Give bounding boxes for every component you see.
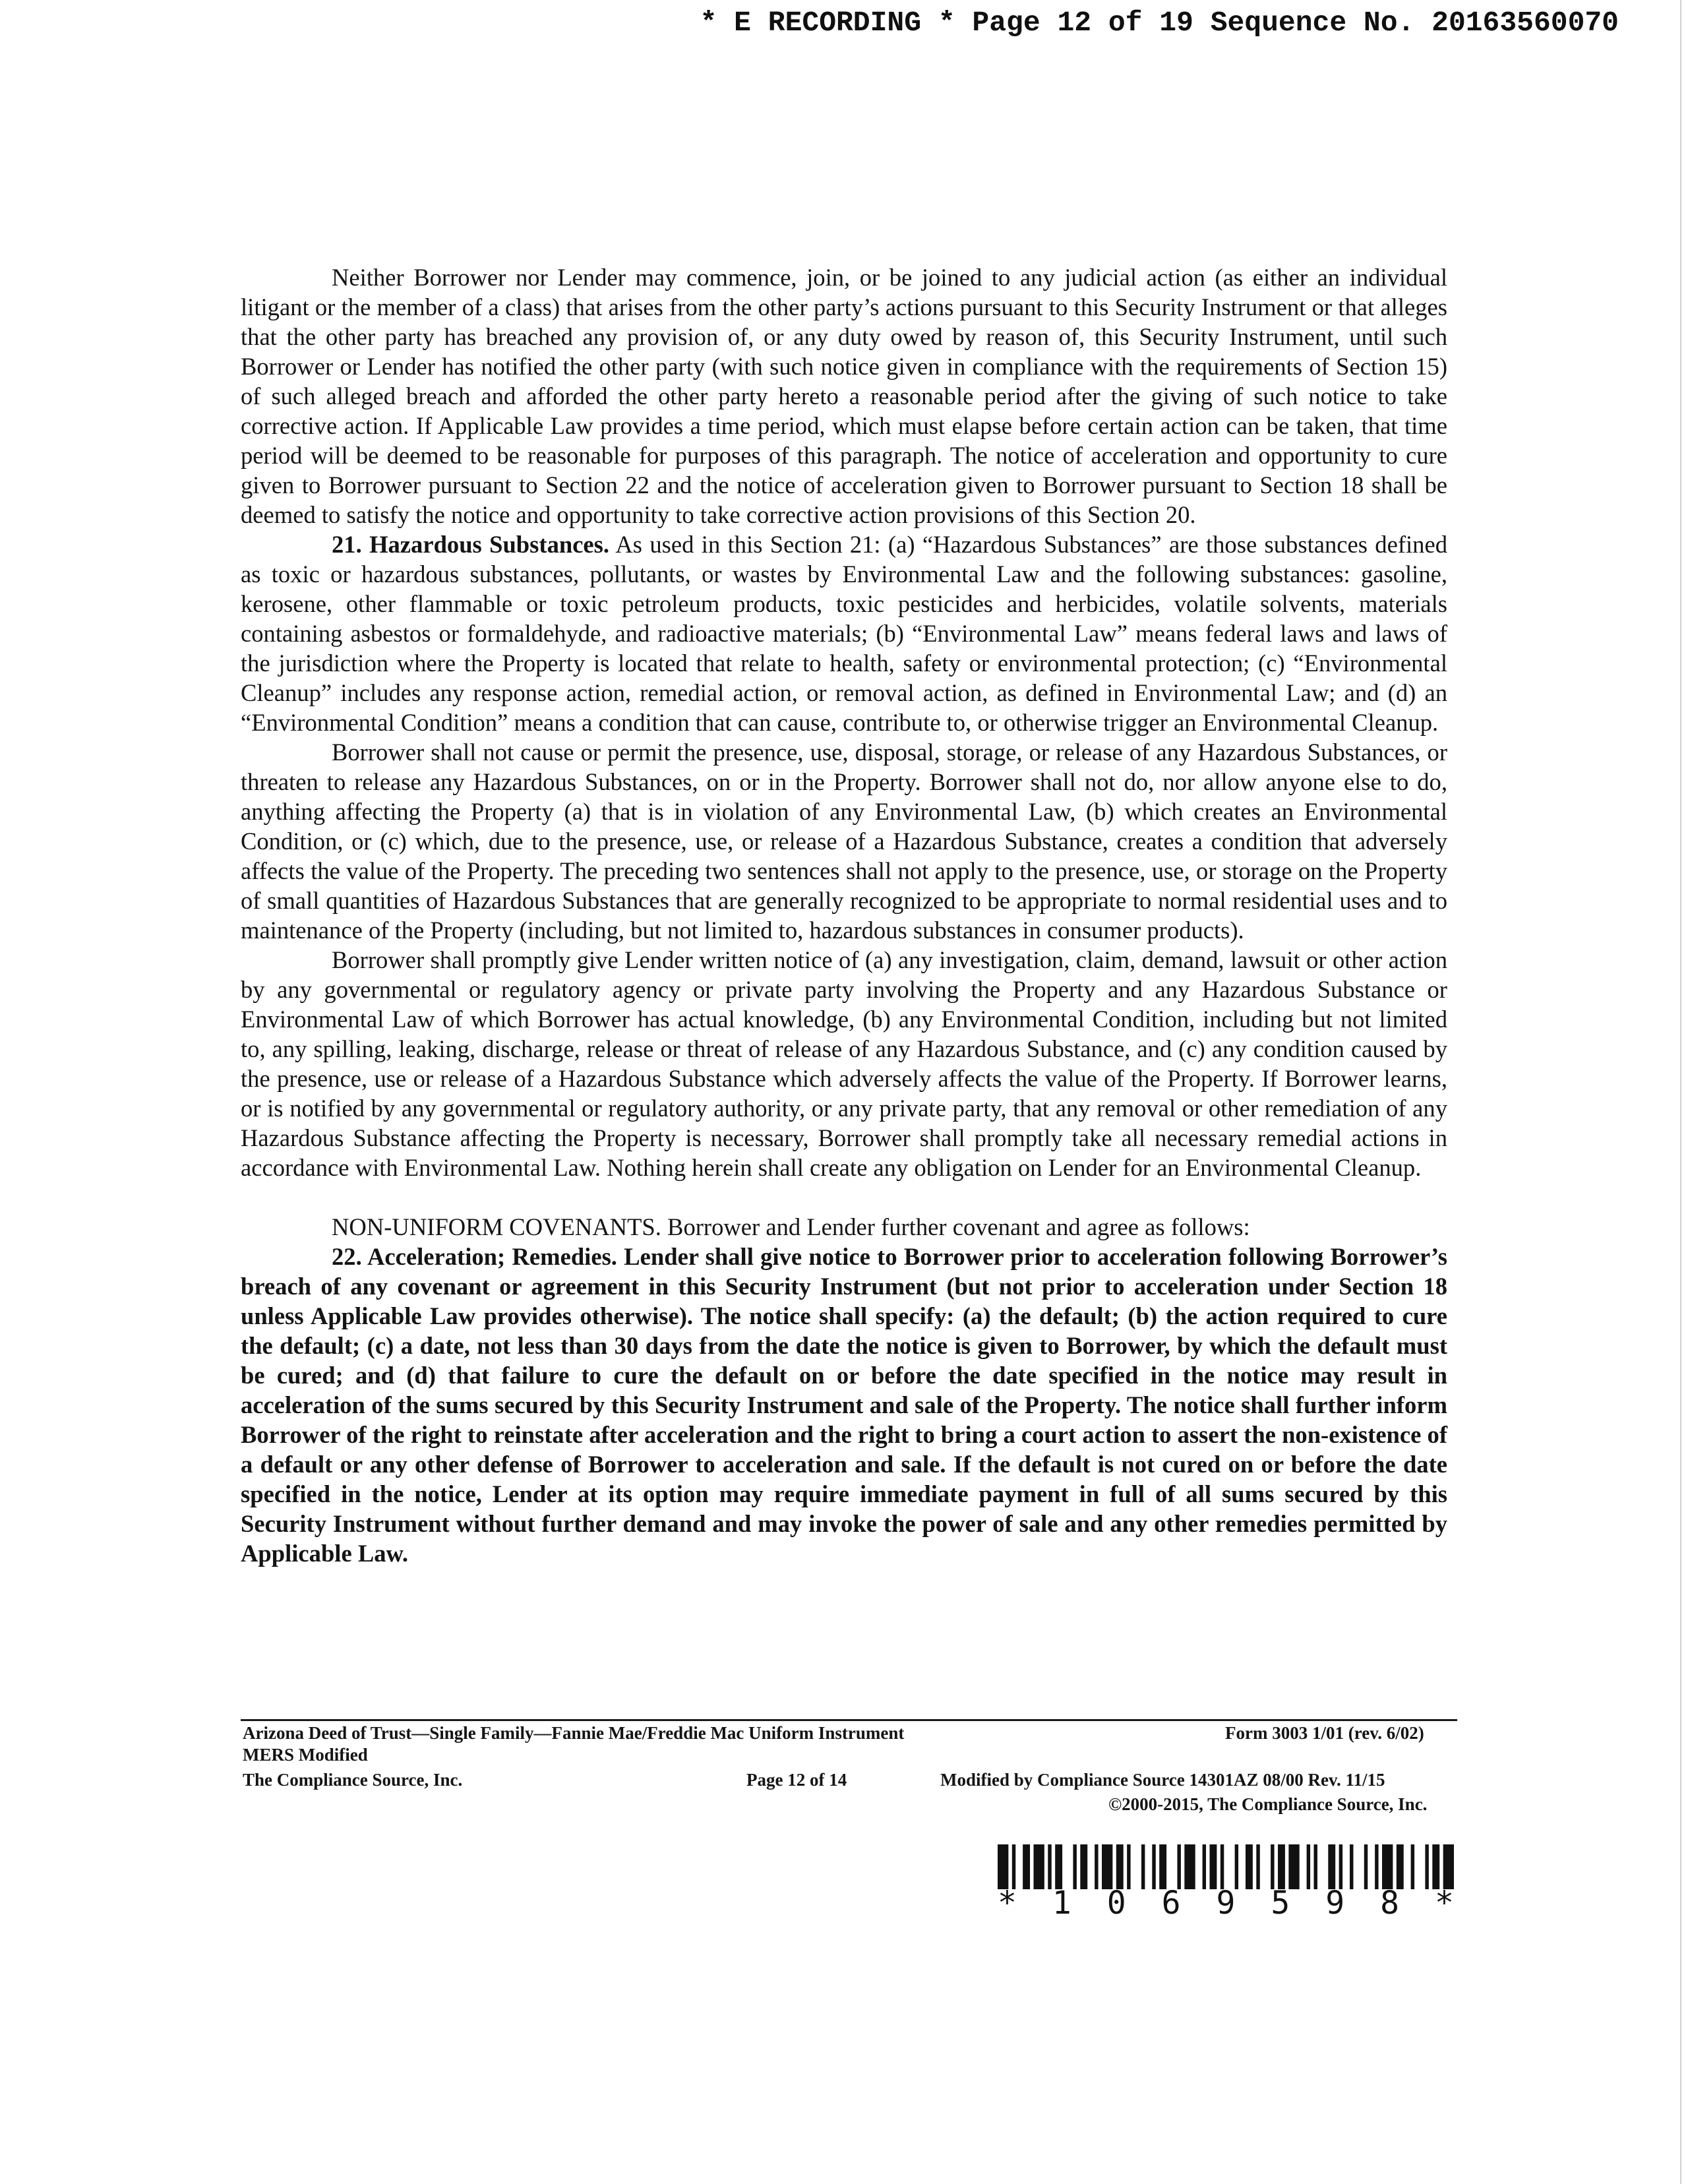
footer-copyright: ©2000-2015, The Compliance Source, Inc. (1108, 1794, 1428, 1814)
barcode-digit: * (998, 1885, 1017, 1922)
barcode-digit: 8 (1380, 1885, 1400, 1922)
barcode-digit: 0 (1106, 1885, 1126, 1922)
barcode-bar (1048, 1844, 1051, 1889)
barcode-bar (1141, 1844, 1145, 1889)
footer-company: The Compliance Source, Inc. (243, 1770, 463, 1790)
barcode-bar (998, 1844, 1008, 1889)
barcode-bar (1221, 1844, 1224, 1889)
barcode-bar (1443, 1844, 1454, 1889)
barcode-digit: * (1435, 1885, 1454, 1922)
barcode-bar (1023, 1844, 1030, 1889)
barcode-bar (1397, 1844, 1404, 1889)
barcode-bar (1278, 1844, 1285, 1889)
barcode-bar (1411, 1844, 1414, 1889)
barcode-bar (1425, 1844, 1428, 1889)
section-21-heading: 21. Hazardous Substances. (332, 531, 610, 558)
barcode-bar (1209, 1844, 1217, 1889)
barcode-bar (1159, 1844, 1166, 1889)
document-body (241, 262, 1447, 1568)
non-uniform-covenants: NON-UNIFORM COVENANTS. Borrower and Lender further covenant and agree as follows: (332, 1213, 1250, 1240)
barcode-bar (1339, 1844, 1342, 1889)
barcode-bar (1080, 1844, 1087, 1889)
barcode-bar (1055, 1844, 1062, 1889)
barcode-bar (1184, 1844, 1195, 1889)
barcode-bar (1127, 1844, 1130, 1889)
barcode-bar (1102, 1844, 1112, 1889)
footer-rule (241, 1719, 1457, 1721)
footer-mers: MERS Modified (243, 1745, 368, 1765)
section-22-text: Lender shall give notice to Borrower prior to acceleration following Borrower’s breach of any covenant or agreement in this Security Instrument (but not prior to acceleration under Section 18 unless Applicable Law provides otherwise). The notice shall specify: (a) the default; (b) the action required to cure the default; (c) a date, not less than 30 days from the date the notice is given to Borrower, by which the default must be cured; and (d) that failure to cure the default on or before the date specified in the notice may result in acceleration of the sums secured by this Security Instrument and sale of the Property. The notice shall further inform Borrower of the right to reinstate after acceleration and the right to bring a court action to assert the non-existence of a default or any other defense of Borrower to acceleration and sale. If the default is not cured on or before the date specified in the notice, Lender at its option may require immediate payment in full of all sums secured by this Security Instrument without further demand and may invoke the power of sale and any other remedies permitted by Applicable Law. (241, 1243, 1448, 1567)
barcode-bar (1256, 1844, 1259, 1889)
footer-page-number: Page 12 of 14 (746, 1770, 847, 1790)
barcode-bar (1235, 1844, 1238, 1889)
section-21-paragraph-1 (241, 530, 1447, 737)
barcode-bar (1177, 1844, 1180, 1889)
section-22-paragraph (241, 1242, 1447, 1568)
barcode-bar (1116, 1844, 1124, 1889)
recording-header: * E RECORDING * Page 12 of 19 Sequence No. 20163560070 (700, 7, 1619, 39)
barcode-bar (1364, 1844, 1368, 1889)
barcode-bar (1328, 1844, 1335, 1889)
barcode (998, 1844, 1454, 1889)
footer-form-number: Form 3003 1/01 (rev. 6/02) (1225, 1723, 1424, 1743)
barcode-bar (1350, 1844, 1353, 1889)
section-22-heading: 22. Acceleration; Remedies. (332, 1243, 617, 1270)
barcode-bar (1152, 1844, 1155, 1889)
barcode-bar (1382, 1844, 1393, 1889)
barcode-bar (1073, 1844, 1076, 1889)
barcode-bar (1307, 1844, 1310, 1889)
barcode-bar (1271, 1844, 1274, 1889)
section-21-paragraph-3: Borrower shall promptly give Lender written notice of (a) any investigation, claim, demand, lawsuit or other action by any governmental or regulatory agency or private party involving the Property and any Hazardous Substance or Environmental Law of which Borrower has actual knowledge, (b) any Environmental Condition, including but not limited to, any spilling, leaking, discharge, release or threat of release of any Hazardous Substance, and (c) any condition caused by the presence, use or release of a Hazardous Substance which adversely affects the value of the Property. If Borrower learns, or is notified by any governmental or regulatory authority, or any private party, that any removal or other remediation of any Hazardous Substance affecting the Property is necessary, Borrower shall promptly take all necessary remedial actions in accordance with Environmental Law. Nothing herein shall create any obligation on Lender for an Environmental Cleanup. (241, 946, 1447, 1181)
barcode-bar (1012, 1844, 1015, 1889)
barcode-digit: 9 (1325, 1885, 1345, 1922)
barcode-bar (1375, 1844, 1378, 1889)
section-21-paragraph-2: Borrower shall not cause or permit the presence, use, disposal, storage, or release of any Hazardous Substances, or threaten to release any Hazardous Substances, on or in the Property. Borrower shall not do, nor allow anyone else to do, anything affecting the Property (a) that is in violation of any Environmental Law, (b) which creates an Environmental Condition, or (c) which, due to the presence, use, or release of a Hazardous Substance, creates a condition that adversely affects the value of the Property. The preceding two sentences shall not apply to the presence, use, or storage on the Property of small quantities of Hazardous Substances that are generally recognized to be appropriate to normal residential uses and to maintenance of the Property (including, but not limited to, hazardous substances in consumer products). (241, 739, 1447, 944)
barcode-bar (1033, 1844, 1044, 1889)
barcode-digit: 1 (1052, 1885, 1071, 1922)
section-20-continuation: Neither Borrower nor Lender may commence, join, or be joined to any judicial action (as either an individual litigant or the member of a class) that arises from the other party’s actions pursuant to this Security Instrument or that alleges that the other party has breached any provision of, or any duty owed by reason of, this Security Instrument, until such Borrower or Lender has notified the other party (with such notice given in compliance with the requirements of Section 15) of such alleged breach and afforded the other party hereto a reasonable period after the giving of such notice to take corrective action. If Applicable Law provides a time period, which must elapse before certain action can be taken, that time period will be deemed to be reasonable for purposes of this paragraph. The notice of acceleration and opportunity to cure given to Borrower pursuant to Section 22 and the notice of acceleration given to Borrower pursuant to Section 18 shall be deemed to satisfy the notice and opportunity to take corrective action provisions of this Section 20. (241, 264, 1447, 528)
barcode-digit: 5 (1271, 1885, 1290, 1922)
barcode-bar (1095, 1844, 1098, 1889)
footer-modified: Modified by Compliance Source 14301AZ 08/00 Rev. 11/15 (940, 1770, 1385, 1790)
barcode-bar (1432, 1844, 1439, 1889)
barcode-digits (998, 1885, 1454, 1922)
barcode-bar (1314, 1844, 1317, 1889)
barcode-bar (1203, 1844, 1206, 1889)
barcode-digit: 6 (1161, 1885, 1181, 1922)
barcode-bar (1288, 1844, 1299, 1889)
section-21-text: As used in this Section 21: (a) “Hazardous Substances” are those substances defined as toxic or hazardous substances, pollutants, or wastes by Environmental Law and the following substances: gasoline, kerosene, other flammable or toxic petroleum products, toxic pesticides and herbicides, volatile solvents, materials containing asbestos or formaldehyde, and radioactive materials; (b) “Environmental Law” means federal laws and laws of the jurisdiction where the Property is located that relate to health, safety or environmental protection; (c) “Environmental Cleanup” includes any response action, remedial action, or removal action, as defined in Environmental Law; and (d) an “Environmental Condition” means a condition that can cause, contribute to, or otherwise trigger an Environmental Cleanup. (241, 531, 1447, 736)
scan-edge-line (1680, 0, 1681, 2184)
barcode-bar (1246, 1844, 1253, 1889)
footer-form-title: Arizona Deed of Trust—Single Family—Fannie Mae/Freddie Mac Uniform Instrument (243, 1723, 905, 1743)
barcode-digit: 9 (1216, 1885, 1236, 1922)
